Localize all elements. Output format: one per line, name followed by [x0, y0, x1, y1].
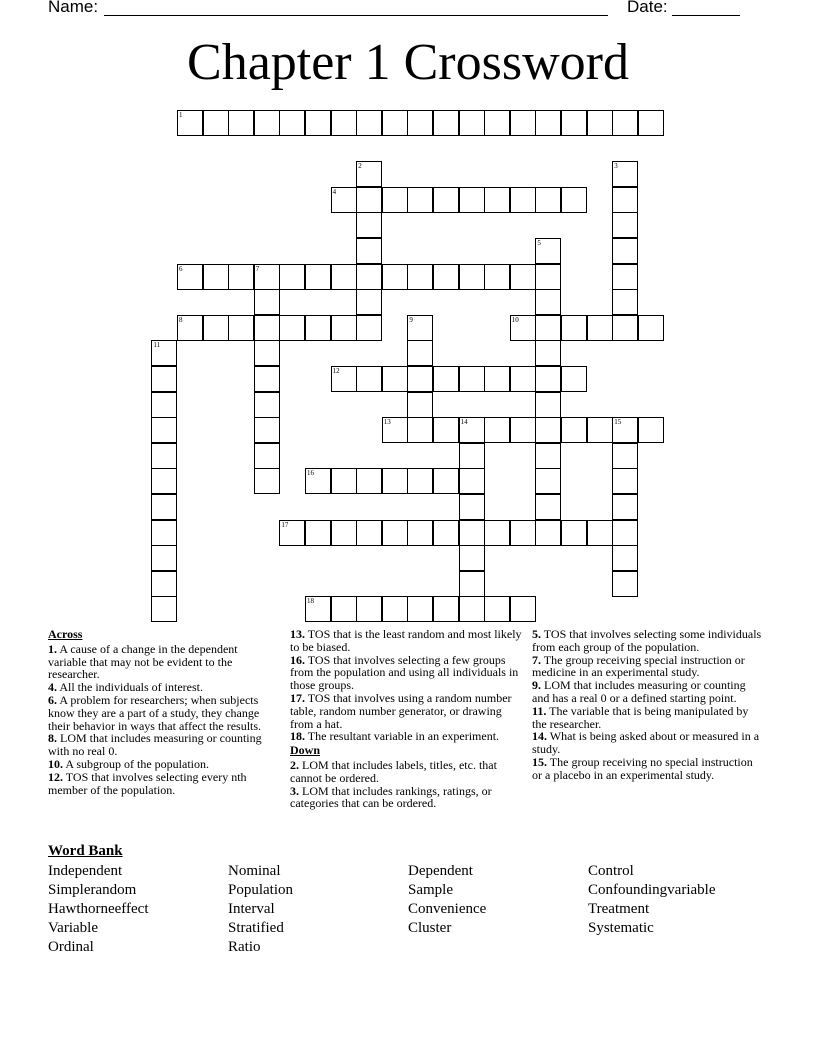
crossword-cell[interactable] — [459, 468, 485, 494]
crossword-cell[interactable] — [407, 315, 433, 341]
word-bank-item: Hawthorneeffect — [48, 901, 149, 917]
crossword-cell[interactable] — [561, 315, 587, 341]
word-bank-item: Population — [228, 882, 294, 898]
crossword-cell[interactable] — [535, 392, 561, 418]
clue-number: 4 — [332, 187, 337, 196]
crossword-cell[interactable] — [356, 238, 382, 264]
crossword-cell[interactable] — [484, 366, 510, 392]
crossword-cell[interactable] — [254, 417, 280, 443]
crossword-cell[interactable] — [356, 110, 382, 136]
clue-down-3: 3. LOM that includes rankings, ratings, or categories that can be ordered. — [290, 783, 492, 811]
word-bank-item: Dependent — [408, 863, 473, 879]
crossword-cell[interactable] — [535, 468, 561, 494]
word-bank-item: Control — [588, 863, 634, 879]
across-clues-column — [48, 628, 274, 796]
clue-down-2: 2. LOM that includes labels, titles, etc. that cannot be ordered. — [290, 757, 497, 785]
clue-across-13: 13. TOS that is the least random and most likely to be biased. — [290, 627, 522, 654]
crossword-cell[interactable] — [279, 264, 305, 290]
word-bank-item: Confoundingvariable — [588, 882, 716, 898]
crossword-cell[interactable] — [433, 468, 459, 494]
crossword-cell[interactable] — [587, 110, 613, 136]
crossword-cell[interactable] — [151, 596, 177, 622]
crossword-cell[interactable] — [177, 110, 203, 136]
crossword-cell[interactable] — [535, 366, 561, 392]
crossword-cell[interactable] — [612, 494, 638, 520]
word-bank-item: Ordinal — [48, 939, 94, 955]
crossword-cell[interactable] — [459, 443, 485, 469]
clue-number: 18 — [307, 597, 314, 606]
crossword-cell[interactable] — [254, 366, 280, 392]
crossword-cell[interactable] — [356, 289, 382, 315]
crossword-cell[interactable] — [510, 366, 536, 392]
crossword-cell[interactable] — [254, 443, 280, 469]
crossword-cell[interactable] — [407, 520, 433, 546]
crossword-cell[interactable] — [151, 571, 177, 597]
crossword-cell[interactable] — [407, 110, 433, 136]
crossword-cell[interactable] — [203, 264, 229, 290]
clue-number: 2 — [358, 162, 362, 171]
crossword-cell[interactable] — [561, 187, 587, 213]
crossword-cell[interactable] — [612, 161, 638, 187]
crossword-cell[interactable] — [331, 187, 357, 213]
crossword-cell[interactable] — [331, 520, 357, 546]
word-bank-title: Word Bank — [48, 843, 123, 859]
crossword-cell[interactable] — [382, 264, 408, 290]
crossword-cell[interactable] — [612, 417, 638, 443]
crossword-cell[interactable] — [612, 212, 638, 238]
crossword-cell[interactable] — [612, 315, 638, 341]
crossword-cell[interactable] — [151, 340, 177, 366]
crossword-cell[interactable] — [484, 187, 510, 213]
crossword-cell[interactable] — [535, 520, 561, 546]
crossword-cell[interactable] — [356, 212, 382, 238]
crossword-cell[interactable] — [356, 264, 382, 290]
crossword-cell[interactable] — [356, 366, 382, 392]
crossword-cell[interactable] — [356, 468, 382, 494]
crossword-cell[interactable] — [407, 596, 433, 622]
crossword-cell[interactable] — [459, 494, 485, 520]
clue-across-8: 8. LOM that includes measuring or counting with no real 0. — [48, 731, 262, 759]
crossword-cell[interactable] — [587, 417, 613, 443]
crossword-cell[interactable] — [331, 468, 357, 494]
crossword-cell[interactable] — [484, 110, 510, 136]
crossword-cell[interactable] — [254, 315, 280, 341]
crossword-cell[interactable] — [279, 520, 305, 546]
crossword-cell[interactable] — [433, 417, 459, 443]
crossword-cell[interactable] — [612, 238, 638, 264]
crossword-cell[interactable] — [305, 110, 331, 136]
clue-number: 16 — [307, 469, 314, 478]
word-bank-column-2 — [228, 862, 293, 957]
right-clues-column — [532, 628, 762, 782]
clue-across-18: 18. The resultant variable in an experiment. — [290, 729, 500, 744]
crossword-cell[interactable] — [612, 468, 638, 494]
crossword-cell[interactable] — [561, 417, 587, 443]
crossword-cell[interactable] — [331, 315, 357, 341]
crossword-cell[interactable] — [638, 110, 664, 136]
crossword-cell[interactable] — [459, 366, 485, 392]
clue-across-4: 4. All the individuals of interest. — [48, 680, 203, 695]
clue-number: 9 — [409, 315, 413, 324]
crossword-cell[interactable] — [459, 264, 485, 290]
crossword-cell[interactable] — [279, 315, 305, 341]
crossword-cell[interactable] — [612, 110, 638, 136]
clue-down-5: 5. TOS that involves selecting some individuals from each group of the population. — [532, 627, 762, 654]
crossword-cell[interactable] — [433, 110, 459, 136]
crossword-cell[interactable] — [407, 187, 433, 213]
crossword-cell[interactable] — [535, 289, 561, 315]
crossword-cell[interactable] — [151, 468, 177, 494]
crossword-cell[interactable] — [382, 366, 408, 392]
down-heading: Down — [290, 743, 321, 758]
crossword-cell[interactable] — [356, 596, 382, 622]
clue-down-14: 14. What is being asked about or measured in a study. — [532, 729, 760, 757]
word-bank-item: Independent — [48, 863, 123, 879]
crossword-cell[interactable] — [305, 264, 331, 290]
name-label: Name: — [48, 0, 99, 16]
crossword-cell[interactable] — [510, 187, 536, 213]
clue-number: 3 — [614, 162, 618, 171]
crossword-cell[interactable] — [612, 545, 638, 571]
word-bank-item: Cluster — [408, 920, 452, 936]
crossword-cell[interactable] — [331, 110, 357, 136]
crossword-cell[interactable] — [382, 417, 408, 443]
crossword-cell[interactable] — [638, 315, 664, 341]
crossword-cell[interactable] — [612, 520, 638, 546]
crossword-cell[interactable] — [254, 468, 280, 494]
clue-number: 6 — [179, 264, 183, 273]
crossword-cell[interactable] — [535, 443, 561, 469]
crossword-cell[interactable] — [356, 520, 382, 546]
crossword-cell[interactable] — [510, 264, 536, 290]
crossword-cell[interactable] — [305, 315, 331, 341]
crossword-cell[interactable] — [535, 187, 561, 213]
word-bank-item: Systematic — [588, 920, 654, 936]
crossword-cell[interactable] — [151, 417, 177, 443]
crossword-cell[interactable] — [382, 187, 408, 213]
crossword-cell[interactable] — [535, 110, 561, 136]
clue-number: 15 — [614, 418, 622, 427]
crossword-cell[interactable] — [151, 494, 177, 520]
clue-down-7: 7. The group receiving special instruction or medicine in an experimental study. — [532, 652, 745, 680]
crossword-cell[interactable] — [484, 596, 510, 622]
clue-across-10: 10. A subgroup of the population. — [48, 756, 209, 771]
word-bank-column-3 — [408, 862, 486, 938]
word-bank-item: Ratio — [228, 939, 261, 955]
across-heading: Across — [48, 627, 83, 641]
crossword-cell[interactable] — [382, 110, 408, 136]
crossword-cell[interactable] — [561, 366, 587, 392]
crossword-cell[interactable] — [459, 110, 485, 136]
crossword-cell[interactable] — [638, 417, 664, 443]
crossword-cell[interactable] — [561, 110, 587, 136]
crossword-cell[interactable] — [177, 264, 203, 290]
word-bank-item: Stratified — [228, 920, 284, 936]
crossword-cell[interactable] — [612, 571, 638, 597]
crossword-cell[interactable] — [356, 187, 382, 213]
crossword-cell[interactable] — [484, 264, 510, 290]
crossword-cell[interactable] — [382, 520, 408, 546]
clue-number: 13 — [383, 418, 391, 427]
crossword-cell[interactable] — [151, 443, 177, 469]
word-bank-column-4 — [588, 862, 715, 938]
crossword-cell[interactable] — [484, 520, 510, 546]
crossword-cell[interactable] — [510, 417, 536, 443]
crossword-cell[interactable] — [331, 366, 357, 392]
clue-across-1: 1. A cause of a change in the dependent variable that may not be evident to the researcher. — [48, 641, 238, 682]
clue-across-17: 17. TOS that involves using a random number table, random number generator, or drawing from a hat. — [290, 690, 512, 731]
date-label: Date: — [627, 0, 668, 16]
crossword-cell[interactable] — [459, 520, 485, 546]
crossword-cell[interactable] — [382, 596, 408, 622]
crossword-cell[interactable] — [356, 315, 382, 341]
crossword-cell[interactable] — [510, 596, 536, 622]
word-bank-item: Sample — [408, 882, 453, 898]
crossword-cell[interactable] — [151, 545, 177, 571]
crossword-cell[interactable] — [228, 315, 254, 341]
crossword-cell[interactable] — [305, 520, 331, 546]
crossword-cell[interactable] — [612, 443, 638, 469]
crossword-cell[interactable] — [331, 596, 357, 622]
crossword-cell[interactable] — [407, 392, 433, 418]
clue-number: 12 — [332, 367, 340, 375]
clue-number: 17 — [281, 520, 289, 529]
clue-number: 11 — [153, 341, 161, 350]
crossword-cell[interactable] — [535, 340, 561, 366]
crossword-cell[interactable] — [279, 110, 305, 136]
crossword-cell[interactable] — [459, 417, 485, 443]
middle-clues-column — [290, 628, 526, 810]
word-bank-item: Simplerandom — [48, 882, 137, 898]
crossword-cell[interactable] — [407, 264, 433, 290]
crossword-cell[interactable] — [535, 494, 561, 520]
crossword-cell[interactable] — [407, 340, 433, 366]
clue-across-16: 16. TOS that involves selecting a few groups from the population and using all individuals in those groups. — [290, 652, 519, 693]
clue-down-9: 9. LOM that includes measuring or counting and has a real 0 or a defined starting point. — [532, 678, 746, 705]
clue-down-15: 15. The group receiving no special instruction or a placebo in an experimental study. — [532, 754, 753, 782]
clue-number: 14 — [460, 418, 468, 427]
crossword-cell[interactable] — [459, 187, 485, 213]
crossword-cell[interactable] — [177, 315, 203, 341]
clue-across-6: 6. A problem for researchers; when subjects know they are a part of a study, they change their behavior in ways that affect the results. — [48, 692, 262, 733]
crossword-cell[interactable] — [151, 520, 177, 546]
crossword-cell[interactable] — [612, 187, 638, 213]
clue-number: 8 — [179, 315, 183, 324]
crossword-cell[interactable] — [433, 520, 459, 546]
crossword-cell[interactable] — [587, 315, 613, 341]
crossword-cell[interactable] — [510, 110, 536, 136]
crossword-cell[interactable] — [484, 417, 510, 443]
crossword-cell[interactable] — [407, 366, 433, 392]
word-bank-item: Interval — [228, 901, 275, 917]
crossword-cell[interactable] — [305, 468, 331, 494]
crossword-cell[interactable] — [433, 366, 459, 392]
crossword-cell[interactable] — [459, 596, 485, 622]
word-bank-item: Variable — [48, 920, 98, 936]
crossword-cell[interactable] — [254, 289, 280, 315]
crossword-cell[interactable] — [510, 520, 536, 546]
crossword-cell[interactable] — [587, 520, 613, 546]
clue-down-11: 11. The variable that is being manipulated by the researcher. — [532, 703, 749, 731]
crossword-cell[interactable] — [459, 545, 485, 571]
clue-number: 1 — [179, 111, 183, 119]
crossword-cell[interactable] — [254, 264, 280, 290]
crossword-cell[interactable] — [305, 596, 331, 622]
crossword-cell[interactable] — [151, 366, 177, 392]
crossword-cell[interactable] — [228, 264, 254, 290]
crossword-cell[interactable] — [356, 161, 382, 187]
word-bank-column-1 — [48, 862, 149, 957]
crossword-cell[interactable] — [535, 264, 561, 290]
crossword-cell[interactable] — [612, 264, 638, 290]
crossword-cell[interactable] — [561, 520, 587, 546]
crossword-cell[interactable] — [151, 392, 177, 418]
crossword-cell[interactable] — [254, 110, 280, 136]
crossword-cell[interactable] — [331, 264, 357, 290]
crossword-cell[interactable] — [612, 289, 638, 315]
crossword-cell[interactable] — [535, 417, 561, 443]
crossword-cell[interactable] — [433, 596, 459, 622]
crossword-cell[interactable] — [510, 315, 536, 341]
page-title: Chapter 1 Crossword — [187, 34, 629, 91]
clue-number: 7 — [255, 264, 260, 273]
crossword-cell[interactable] — [535, 238, 561, 264]
crossword-cell[interactable] — [254, 340, 280, 366]
clue-across-12: 12. TOS that involves selecting every nth member of the population. — [48, 769, 247, 797]
crossword-cell[interactable] — [433, 187, 459, 213]
crossword-cell[interactable] — [433, 264, 459, 290]
clue-number: 10 — [511, 315, 519, 324]
clue-number: 5 — [537, 239, 541, 247]
crossword-cell[interactable] — [459, 571, 485, 597]
crossword-cell[interactable] — [203, 315, 229, 341]
word-bank-item: Nominal — [228, 863, 281, 879]
word-bank-item: Treatment — [588, 901, 650, 917]
crossword-cell[interactable] — [254, 392, 280, 418]
crossword-cell[interactable] — [535, 315, 561, 341]
crossword-cell[interactable] — [228, 110, 254, 136]
crossword-cell[interactable] — [407, 417, 433, 443]
word-bank-item: Convenience — [408, 901, 487, 917]
crossword-cell[interactable] — [382, 468, 408, 494]
crossword-cell[interactable] — [203, 110, 229, 136]
crossword-cell[interactable] — [407, 468, 433, 494]
